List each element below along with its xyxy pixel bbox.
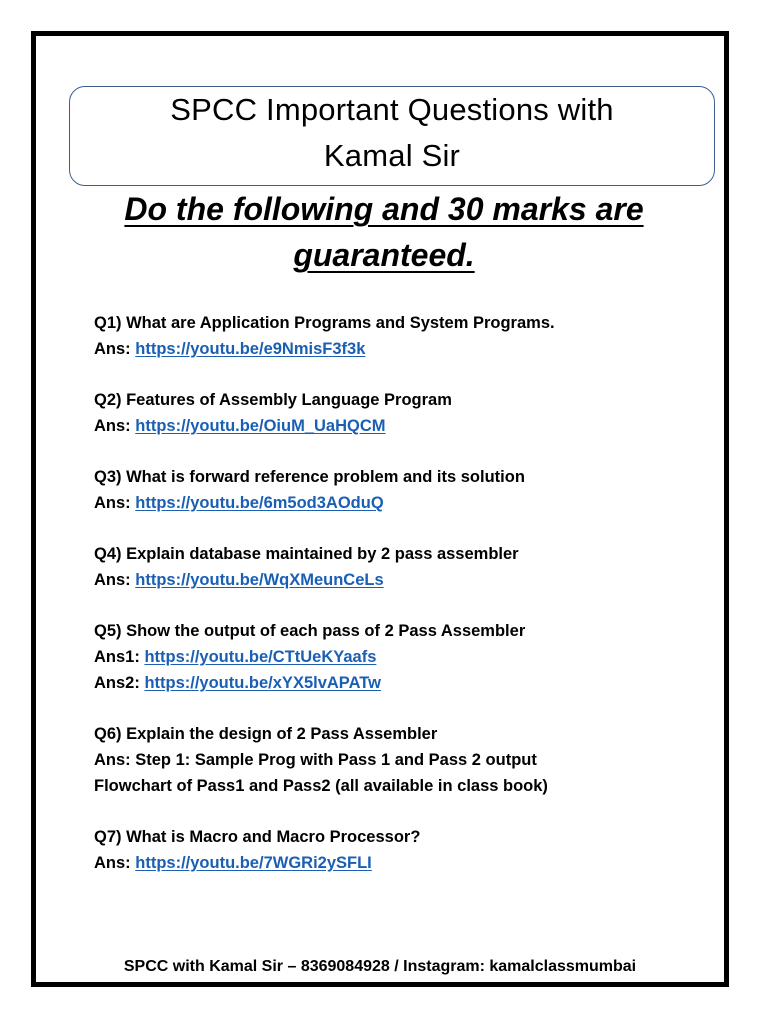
- answer-line-1: [94, 645, 704, 671]
- question-text: Q2) Features of Assembly Language Program: [94, 391, 452, 410]
- answer-line: [94, 414, 704, 440]
- page-title-line-1: SPCC Important Questions with: [170, 92, 614, 127]
- question-item-2: [94, 388, 704, 439]
- question-text: Q1) What are Application Programs and System Programs.: [94, 314, 555, 332]
- question-item-7: [94, 825, 704, 876]
- answer-link[interactable]: https://youtu.be/OiuM_UaHQCM: [135, 416, 386, 435]
- question-item-5: [94, 619, 704, 696]
- answer-prefix: Ans1:: [94, 648, 145, 667]
- answer-prefix: Ans:: [94, 493, 136, 512]
- question-text: Q3) What is forward reference problem and its solution: [94, 468, 525, 487]
- answer-link-2[interactable]: https://youtu.be/xYX5lvAPATw: [144, 673, 381, 692]
- answer-prefix: Ans:: [94, 339, 136, 358]
- answer-prefix: Ans:: [94, 570, 136, 589]
- footer-contact: SPCC with Kamal Sir – 8369084928 / Instagram: kamalclassmumbai: [123, 958, 637, 975]
- question-list: [94, 311, 704, 902]
- question-text: Q7) What is Macro and Macro Processor?: [94, 827, 421, 846]
- answer-text-line-2: Flowchart of Pass1 and Pass2 (all available in class book): [94, 776, 548, 795]
- question-item-3: [94, 465, 704, 516]
- answer-link-1[interactable]: https://youtu.be/CTtUeKYaafs: [144, 648, 377, 667]
- question-text: Q5) Show the output of each pass of 2 Pass Assembler: [94, 622, 526, 641]
- answer-prefix: Ans:: [94, 853, 136, 872]
- title-box: [69, 86, 715, 186]
- answer-line-2: [94, 671, 704, 697]
- question-item-6: [94, 722, 704, 799]
- question-item-4: [94, 542, 704, 593]
- answer-link[interactable]: https://youtu.be/WqXMeunCeLs: [135, 570, 384, 589]
- answer-text-line-1: Ans: Step 1: Sample Prog with Pass 1 and Pass 2 output: [94, 750, 537, 769]
- answer-prefix: Ans:: [94, 416, 136, 435]
- answer-line: [94, 851, 704, 877]
- subtitle-line-2: guaranteed.: [293, 237, 475, 273]
- subtitle-line-1: Do the following and 30 marks are: [124, 191, 644, 227]
- answer-line: [94, 491, 704, 517]
- question-text: Q4) Explain database maintained by 2 pass assembler: [94, 545, 519, 564]
- subtitle: [60, 186, 708, 278]
- answer-line: [94, 337, 704, 363]
- answer-prefix: Ans2:: [94, 673, 145, 692]
- answer-link[interactable]: https://youtu.be/e9NmisF3f3k: [135, 339, 366, 358]
- answer-line: [94, 568, 704, 594]
- answer-link[interactable]: https://youtu.be/6m5od3AOduQ: [135, 493, 384, 512]
- question-item-1: [94, 311, 704, 362]
- question-text: Q6) Explain the design of 2 Pass Assembler: [94, 725, 438, 744]
- page-title-line-2: Kamal Sir: [323, 138, 461, 173]
- answer-link[interactable]: https://youtu.be/7WGRi2ySFLI: [135, 853, 372, 872]
